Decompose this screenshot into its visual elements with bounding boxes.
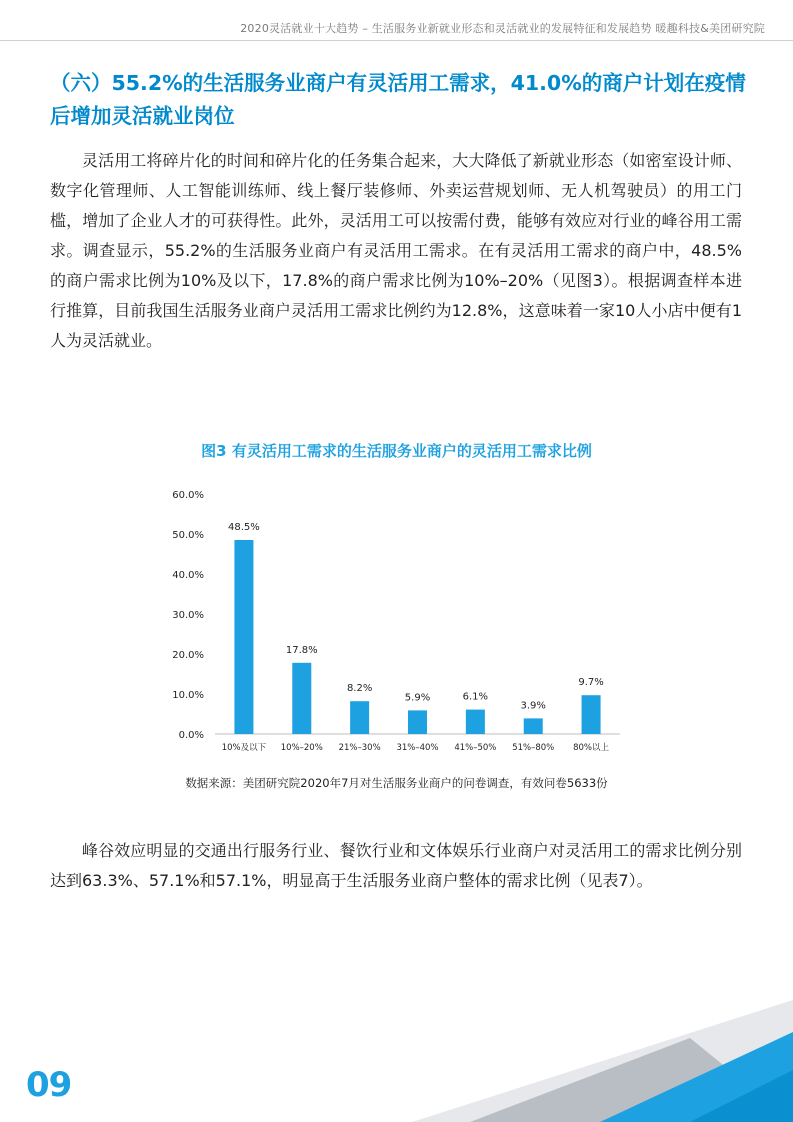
x-tick-label: 21%–30% [338, 743, 381, 753]
y-tick-label: 40.0% [172, 570, 204, 581]
body-paragraph-2: 峰谷效应明显的交通出行服务行业、餐饮行业和文体娱乐行业商户对灵活用工的需求比例分别达到63.3%、57.1%和57.1%，明显高于生活服务业商户整体的需求比例（见表7）。 [50, 841, 742, 890]
bar-value-label: 6.1% [462, 691, 489, 703]
bar-value-label: 8.2% [346, 683, 373, 695]
y-tick-label: 10.0% [172, 690, 204, 701]
figure-source-note: 数据来源：美团研究院2020年7月对生活服务业商户的问卷调查，有效问卷5633份 [185, 776, 608, 790]
section-title: （六）55.2%的生活服务业商户有灵活用工需求，41.0%的商户计划在疫情后增加灵活就业岗位 [50, 71, 746, 128]
bar-value-label: 48.5% [228, 522, 260, 533]
bar-value-label: 3.9% [520, 700, 546, 712]
x-tick-label: 31%–40% [396, 743, 439, 753]
x-tick-label: 10%及以下 [221, 743, 267, 753]
x-tick-label: 41%–50% [454, 743, 497, 753]
x-tick-label: 80%以上 [573, 743, 610, 753]
running-header: 2020灵活就业十大趋势 – 生活服务业新就业形态和灵活就业的发展特征和发展趋势 暖趣科技&美团研究院 [240, 22, 765, 35]
y-tick-label: 50.0% [172, 530, 204, 541]
bar-value-label: 17.8% [285, 644, 318, 656]
x-tick-label: 51%–80% [512, 743, 555, 753]
y-tick-label: 60.0% [172, 490, 204, 501]
x-tick-label: 10%–20% [280, 743, 323, 753]
figure-title: 图3 有灵活用工需求的生活服务业商户的灵活用工需求比例 [201, 442, 592, 460]
bar-value-label: 9.7% [578, 677, 604, 689]
body-paragraph-1: 灵活用工将碎片化的时间和碎片化的任务集合起来，大大降低了新就业形态（如密室设计师、数字化管理师、人工智能训练师、线上餐厅装修师、外卖运营规划师、无人机驾驶员）的用工门槛，增加了企业人才的可获得性。此外，灵活用工可以按需付费，能够有效应对行业的峰谷用工需求。调查显示，55.2%的生活服务业商户有灵活用工需求。在有灵活用工需求的商户中，48.5%的商户需求比例为10%及以下，17.8%的商户需求比例为10%–20%（见图3）。根据调查样本进行推算，目前我国生活服务业商户灵活用工需求比例约为12.8%，这意味着一家10人小店中便有1人为灵活就业。 [50, 151, 742, 350]
page-number: 09 [26, 1065, 72, 1105]
y-tick-label: 20.0% [172, 650, 204, 661]
y-tick-label: 0.0% [178, 730, 204, 741]
bar-value-label: 5.9% [404, 692, 431, 704]
y-tick-label: 30.0% [172, 610, 204, 621]
